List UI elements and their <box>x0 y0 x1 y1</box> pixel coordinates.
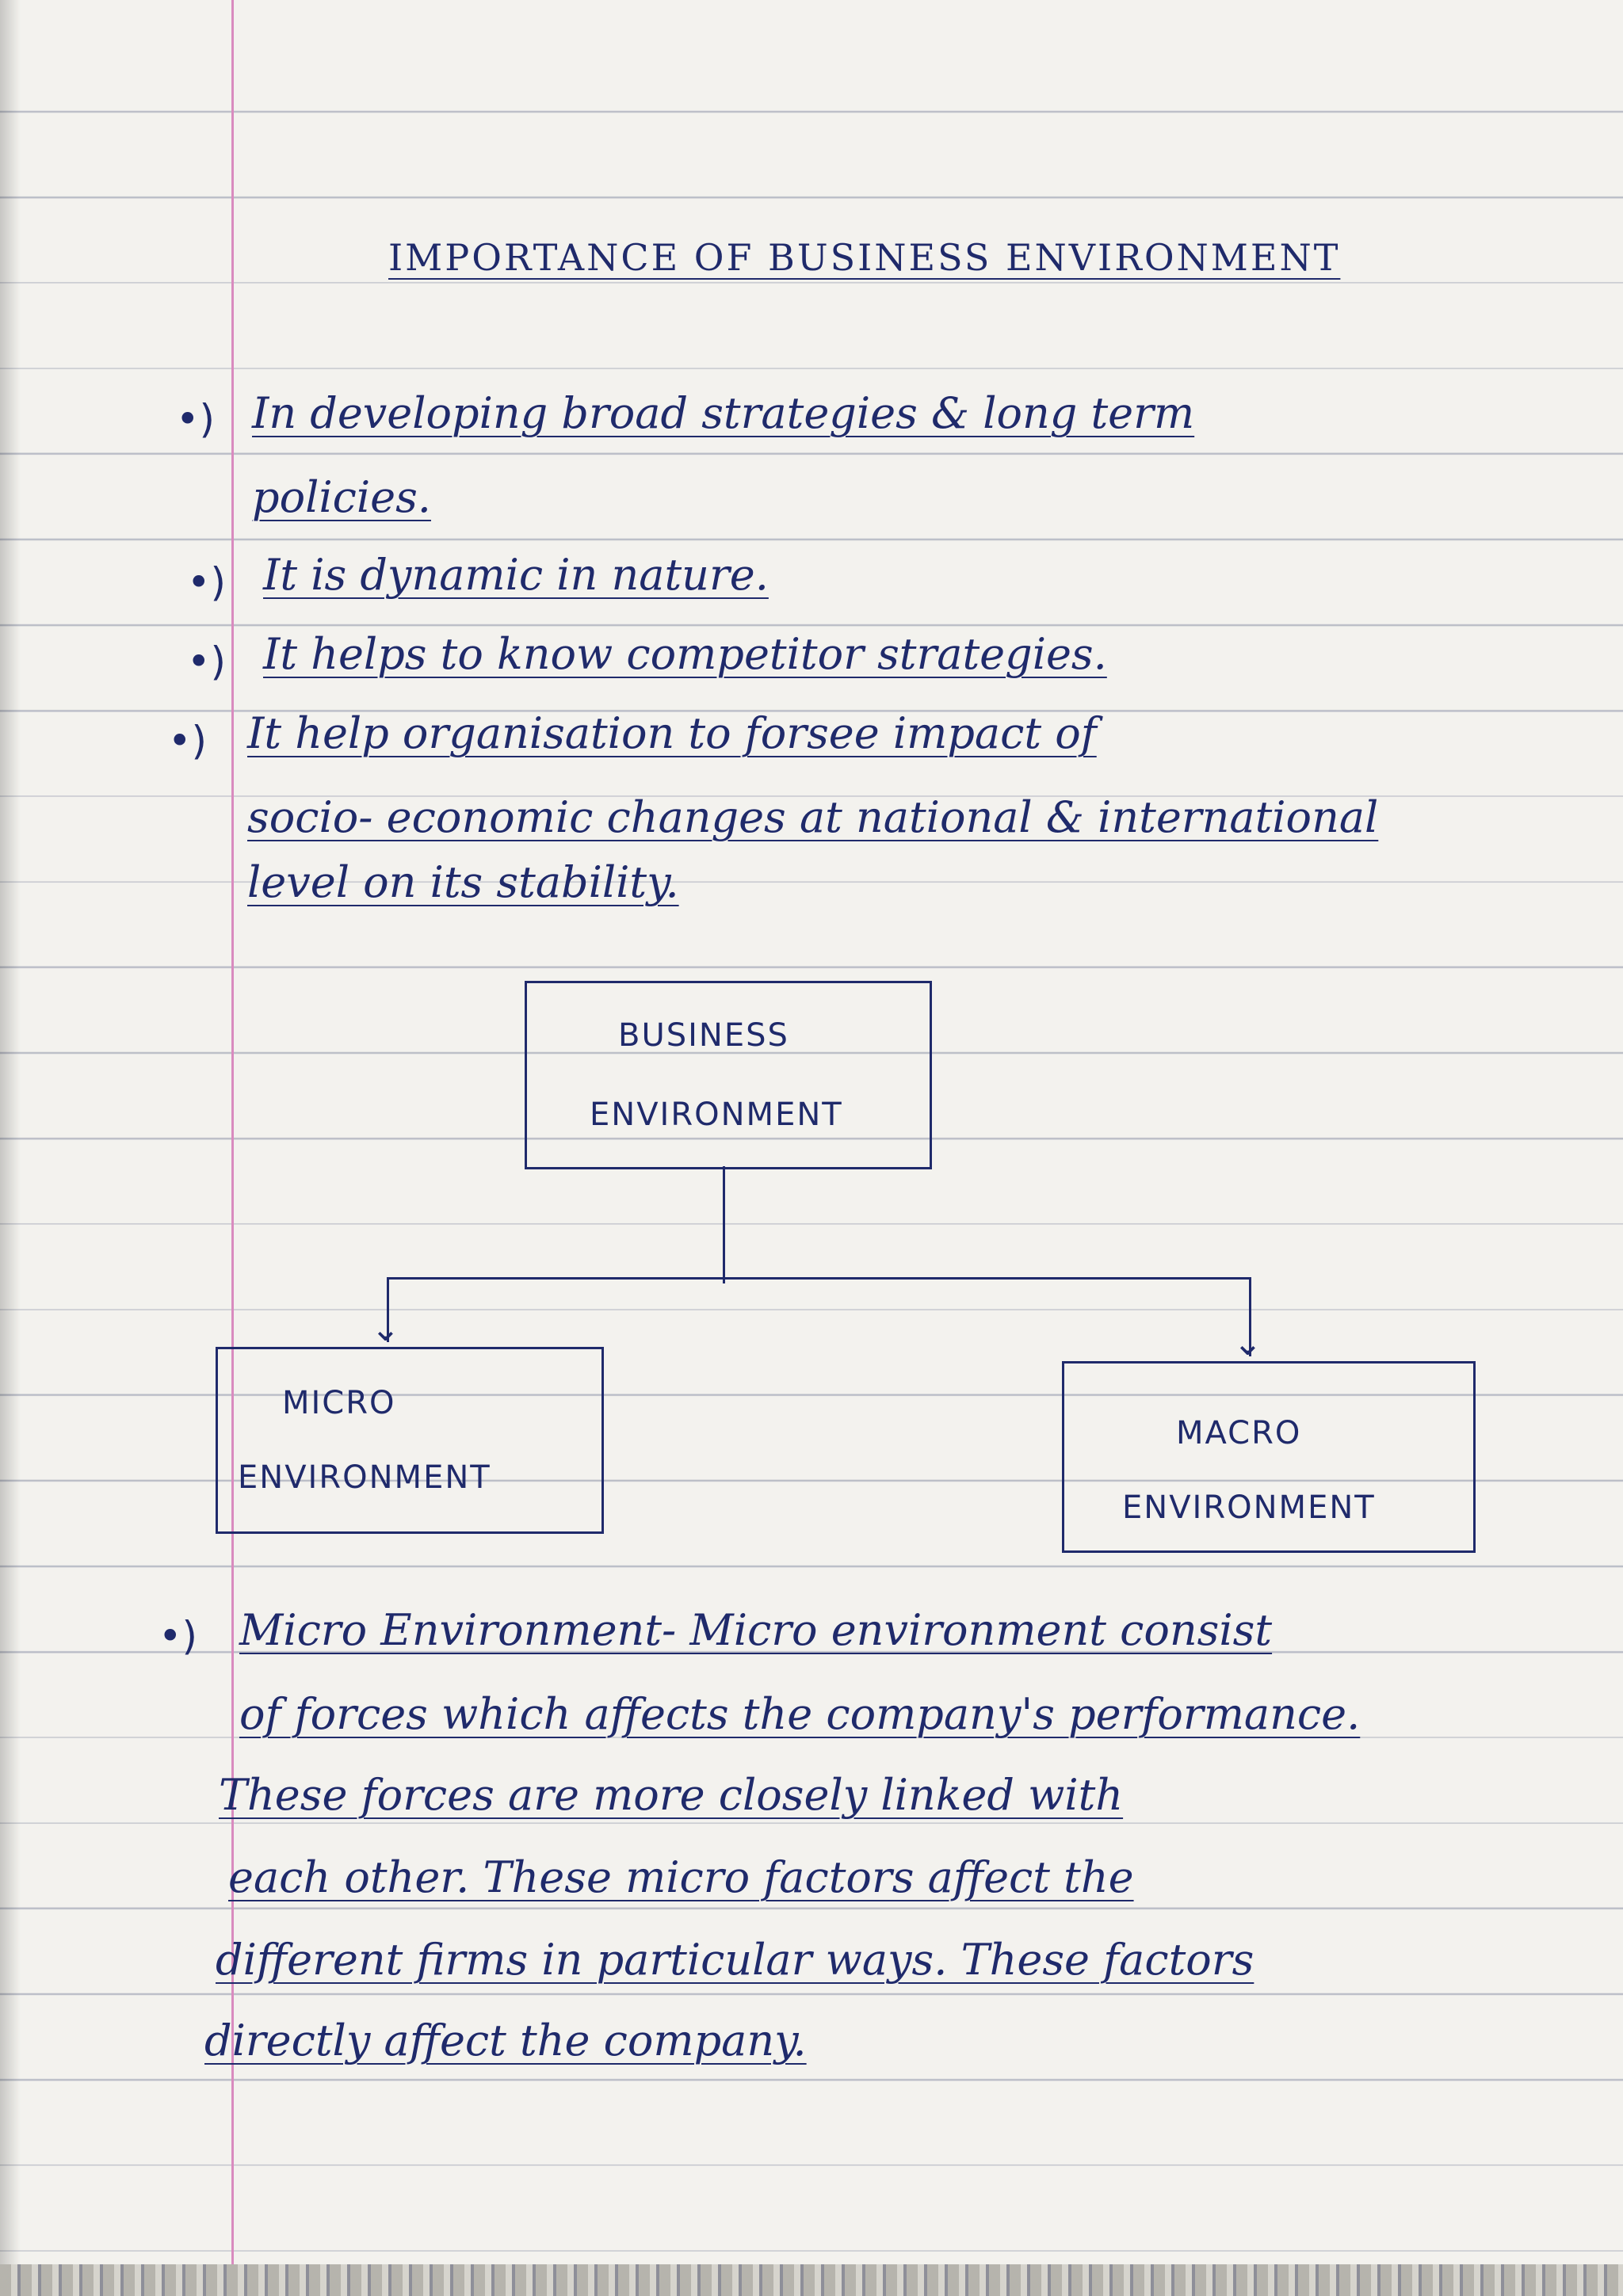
diagram-root-label-line2: ENVIRONMENT <box>590 1097 843 1133</box>
importance-point-continued: level on its stability. <box>247 857 679 907</box>
arrow-down-icon: ⌄ <box>371 1309 400 1349</box>
importance-point: It is dynamic in nature. <box>263 550 769 600</box>
bullet-marker: •) <box>168 718 207 764</box>
fabric-background <box>0 2264 1623 2296</box>
importance-point: It helps to know competitor strategies. <box>263 629 1107 679</box>
importance-point: In developing broad strategies & long term <box>252 388 1195 438</box>
diagram-micro-label-line2: ENVIRONMENT <box>238 1459 491 1496</box>
diagram-macro-label-line2: ENVIRONMENT <box>1122 1489 1376 1526</box>
diagram-root-label-line1: BUSINESS <box>618 1017 789 1054</box>
importance-point-continued: socio- economic changes at national & international <box>247 792 1379 842</box>
micro-paragraph-line: These forces are more closely linked with <box>219 1770 1124 1820</box>
diagram-macro-label-line1: MACRO <box>1176 1415 1302 1451</box>
importance-point-continued: policies. <box>252 472 431 522</box>
page-title: IMPORTANCE OF BUSINESS ENVIRONMENT <box>388 236 1341 279</box>
diagram-connector-trunk <box>723 1166 725 1283</box>
micro-paragraph-line: directly affect the company. <box>204 2016 807 2065</box>
diagram-micro-box <box>216 1347 604 1534</box>
importance-point: It help organisation to forsee impact of <box>247 708 1097 758</box>
diagram-micro-label-line1: MICRO <box>282 1385 396 1421</box>
micro-paragraph-line: each other. These micro factors affect the <box>228 1852 1134 1902</box>
arrow-down-icon: ⌄ <box>1233 1323 1262 1363</box>
micro-paragraph-line: Micro Environment- Micro environment consist <box>239 1605 1273 1655</box>
micro-paragraph-line: different firms in particular ways. These factors <box>216 1935 1254 1985</box>
diagram-root-box <box>525 981 932 1169</box>
bullet-marker: •) <box>176 396 215 442</box>
diagram-connector-branch <box>387 1277 1251 1280</box>
bullet-marker: •) <box>158 1613 197 1659</box>
bullet-marker: •) <box>187 559 226 605</box>
micro-paragraph-line: of forces which affects the company's performance. <box>239 1689 1361 1739</box>
bullet-marker: •) <box>187 639 226 685</box>
page-edge-shadow <box>0 0 21 2296</box>
